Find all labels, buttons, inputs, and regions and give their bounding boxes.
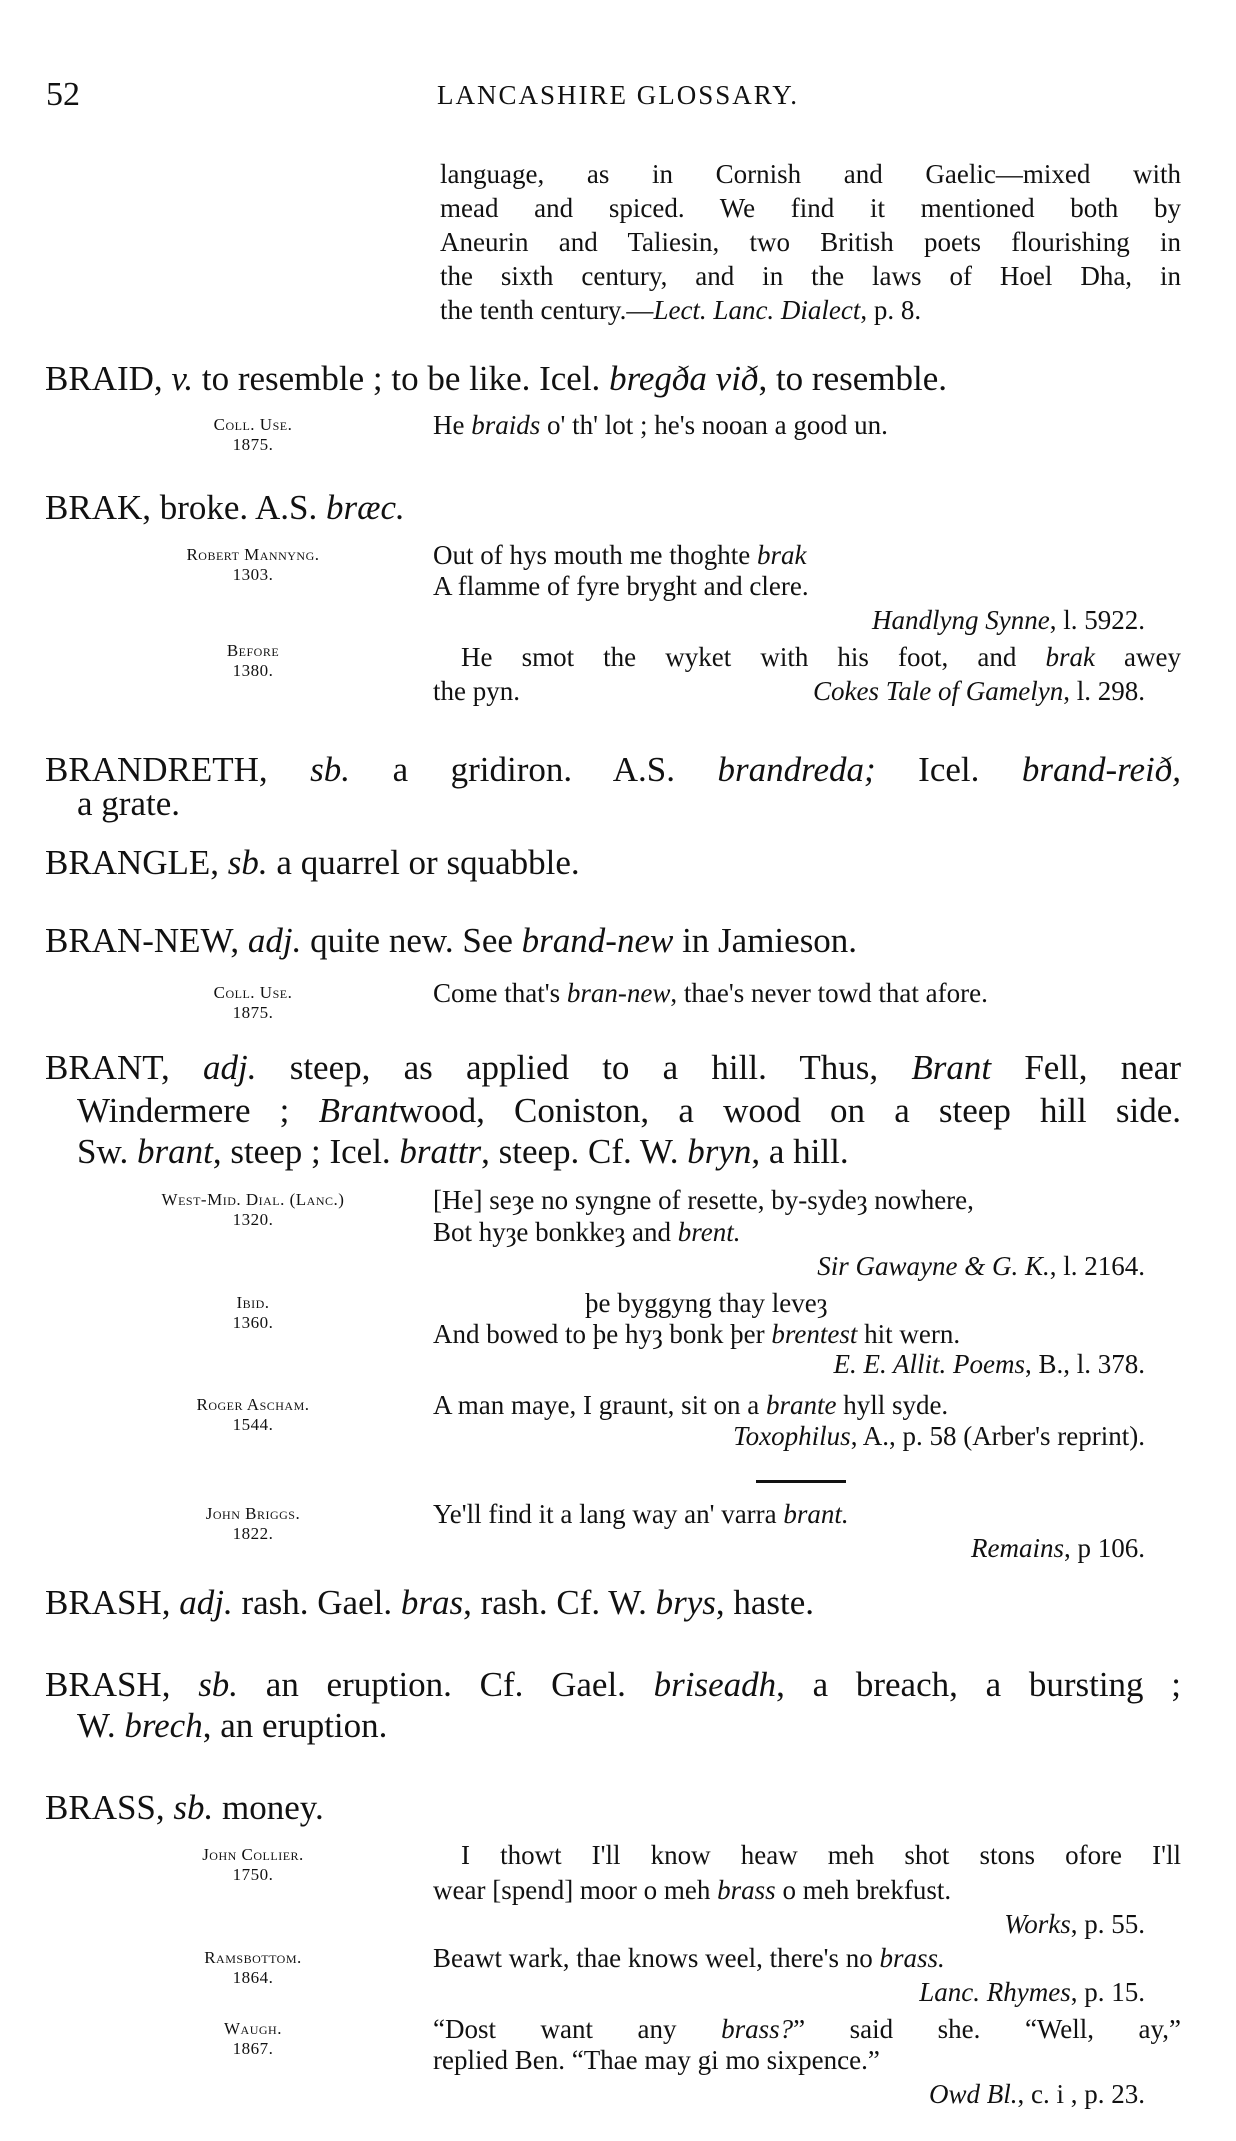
quotation-line	[433, 1184, 1181, 1216]
text-segment: rash. Gael.	[232, 1583, 401, 1623]
quotation-line	[433, 570, 1181, 602]
quotation-line	[440, 158, 1181, 190]
text-segment: And bowed to þe hyȝ bonk þer	[433, 1319, 772, 1350]
text-segment: BRAID,	[45, 359, 172, 399]
text-segment: Out of hys mouth me thoghte	[433, 540, 757, 571]
text-segment: , steep. Cf. W.	[481, 1132, 688, 1172]
text-segment: 1380.	[232, 661, 274, 681]
text-segment: , l. 2164.	[1049, 1251, 1145, 1282]
italic-segment: brak	[756, 540, 807, 571]
quotation-line	[433, 1839, 1181, 1871]
quotation-line	[433, 409, 1181, 441]
text-segment: Sw.	[77, 1132, 137, 1172]
text-segment: , l. 5922.	[1049, 605, 1145, 636]
italic-segment: brent.	[677, 1217, 741, 1248]
text-segment: , thae's never towd that afore.	[670, 978, 988, 1009]
citation-label	[103, 2039, 403, 2059]
quotation-line	[433, 539, 1181, 571]
text-segment: wear [spend] moor o meh	[433, 1875, 718, 1906]
quotation-line	[433, 1348, 1145, 1380]
citation-label	[103, 1524, 403, 1544]
text-segment: [He] seȝe no syngne of resette, by-sydeȝ nowhere,	[433, 1185, 974, 1216]
citation-label	[103, 1845, 403, 1865]
italic-segment: v.	[171, 359, 194, 399]
citation-label	[103, 1968, 403, 1988]
italic-segment: brentest	[771, 1319, 858, 1350]
italic-segment: sb.	[198, 1665, 239, 1705]
text-segment: BRANGLE,	[45, 843, 228, 883]
quotation-line	[585, 1287, 827, 1319]
entry-line	[45, 920, 1181, 962]
italic-segment: brass?	[721, 2014, 794, 2045]
italic-segment: Handlyng Synne	[872, 605, 1050, 636]
text-segment: West-Mid. Dial. (Lanc.)	[161, 1190, 345, 1210]
quotation-line	[433, 1389, 1181, 1421]
text-segment: the tenth century.—	[440, 295, 654, 326]
text-segment: , l. 298.	[1063, 676, 1145, 707]
italic-segment: Lect. Lanc. Dialect	[653, 295, 861, 326]
text-segment: an eruption. Cf. Gael.	[238, 1665, 654, 1705]
text-segment: A flamme of fyre bryght and clere.	[433, 571, 809, 602]
citation-label	[103, 1003, 403, 1023]
text-segment: , haste.	[715, 1583, 815, 1623]
italic-segment: brand-reið,	[1021, 750, 1181, 790]
entry-line	[77, 1090, 1181, 1132]
citation-label	[103, 1190, 403, 1210]
text-segment: , rash. Cf. W.	[463, 1583, 656, 1623]
text-segment: a grate.	[77, 784, 180, 824]
text-segment: Coll. Use.	[213, 983, 293, 1003]
text-segment: BRASS,	[45, 1788, 174, 1828]
italic-segment: brak	[1045, 642, 1095, 673]
text-segment: , B., l. 378.	[1024, 1349, 1145, 1380]
italic-segment: brys	[655, 1583, 716, 1623]
italic-segment: Owd Bl.	[928, 2079, 1018, 2110]
text-segment: 1864.	[232, 1968, 274, 1988]
text-segment: a gridiron. A.S.	[350, 750, 718, 790]
italic-segment: adj.	[179, 1583, 233, 1623]
italic-segment: brante	[765, 1390, 837, 1421]
text-segment: a quarrel or squabble.	[267, 843, 580, 883]
citation-label	[103, 1210, 403, 1230]
citation-label	[103, 2019, 403, 2039]
text-segment: Coll. Use.	[213, 415, 293, 435]
text-segment: awey	[1094, 642, 1181, 673]
text-segment: , to resemble.	[758, 359, 947, 399]
quotation-line	[433, 1498, 1181, 1530]
text-segment: hyll syde.	[836, 1390, 949, 1421]
text-segment: steep, as applied to a hill. Thus,	[256, 1048, 912, 1088]
quotation-line	[440, 226, 1181, 258]
quotation-line	[433, 1942, 1181, 1974]
italic-segment: Remains	[971, 1533, 1064, 1564]
italic-segment: brech	[124, 1706, 203, 1746]
text-segment: to resemble ; to be like. Icel.	[193, 359, 610, 399]
quotation-line	[433, 675, 1145, 707]
text-segment: , A., p. 58 (Arber's reprint).	[850, 1421, 1145, 1452]
running-title: LANCASHIRE GLOSSARY.	[436, 80, 800, 110]
text-segment: BRAN-NEW,	[45, 921, 248, 961]
text-segment: , p. 15.	[1070, 1977, 1145, 2008]
text-segment: money.	[213, 1788, 324, 1828]
italic-segment: bras	[400, 1583, 464, 1623]
italic-segment: bryn	[687, 1132, 752, 1172]
text-segment: Bot hyȝe bonkkeȝ and	[433, 1217, 678, 1248]
citation-label	[103, 1504, 403, 1524]
citation-label	[103, 1948, 403, 1968]
quotation-line	[440, 192, 1181, 224]
citation-label	[103, 661, 403, 681]
quotation-line	[440, 260, 1181, 292]
citation-label	[103, 1395, 403, 1415]
text-segment: A man maye, I graunt, sit on a	[433, 1390, 766, 1421]
text-segment: Fell, near	[991, 1048, 1181, 1088]
entry-line	[77, 783, 1181, 825]
quotation-line	[433, 641, 1181, 673]
entry-line	[45, 842, 1181, 884]
citation-label	[103, 565, 403, 585]
citation-label	[103, 1313, 403, 1333]
text-segment: Before	[226, 641, 280, 661]
quotation-line	[433, 1908, 1145, 1940]
text-segment: language, as in Cornish and Gaelic—mixed with	[440, 159, 1181, 190]
text-segment: , steep ; Icel.	[212, 1132, 400, 1172]
text-segment: Ramsbottom.	[204, 1948, 302, 1968]
italic-segment: Sir Gawayne & G. K.	[817, 1251, 1050, 1282]
text-segment: in Jamieson.	[673, 921, 858, 961]
italic-segment: briseadh	[653, 1665, 777, 1705]
entry-line	[77, 1705, 1181, 1747]
quotation-line	[433, 1420, 1145, 1452]
text-segment: ” said she. “Well, ay,”	[793, 2014, 1181, 2045]
quotation-line	[433, 1318, 1181, 1350]
italic-segment: brattr	[399, 1132, 482, 1172]
quotation-line	[433, 604, 1145, 636]
quotation-line	[433, 1874, 1181, 1906]
text-segment: the sixth century, and in the laws of Hoel Dha, in	[440, 261, 1181, 292]
entry-line	[77, 1131, 1181, 1173]
text-segment: 1875.	[232, 1003, 274, 1023]
entry-line	[45, 1047, 1181, 1089]
text-segment: 1867.	[232, 2039, 274, 2059]
text-segment: Robert Mannyng.	[186, 545, 320, 565]
italic-segment: brandreda;	[717, 750, 876, 790]
text-segment: He	[433, 410, 472, 441]
text-segment: 1750.	[232, 1865, 274, 1885]
text-segment: , p. 8.	[860, 295, 922, 326]
text-segment: BRASH,	[45, 1583, 180, 1623]
text-segment: 1822.	[232, 1524, 274, 1544]
text-segment: Icel.	[875, 750, 1022, 790]
italic-segment: sb.	[310, 750, 351, 790]
italic-segment: E. E. Allit. Poems	[833, 1349, 1025, 1380]
text-segment: wood, Coniston, a wood on a steep hill side.	[398, 1091, 1181, 1131]
italic-segment: Works	[1004, 1909, 1071, 1940]
text-segment: the pyn.	[433, 676, 520, 707]
quotation-line	[433, 2078, 1145, 2110]
italic-segment: bran-new	[566, 978, 671, 1009]
entry-line	[45, 1582, 1181, 1624]
italic-segment: bræc.	[326, 488, 405, 528]
quotation-line	[433, 1216, 1181, 1248]
italic-segment: Lanc. Rhymes	[919, 1977, 1071, 2008]
text-segment: hit wern.	[857, 1319, 961, 1350]
text-segment: BRAK, broke. A.S.	[45, 488, 326, 528]
text-segment: 1875.	[232, 435, 274, 455]
text-segment: o meh brekfust.	[775, 1875, 952, 1906]
citation-label	[103, 415, 403, 435]
italic-segment: Brant	[318, 1091, 399, 1131]
citation-label	[103, 1293, 403, 1313]
citation-label	[103, 1865, 403, 1885]
text-segment: þe byggyng thay leveȝ	[585, 1288, 828, 1319]
citation-label	[103, 435, 403, 455]
text-segment: Come that's	[433, 978, 567, 1009]
text-segment: o' th' lot ; he's nooan a good un.	[540, 410, 888, 441]
italic-segment: Toxophilus	[733, 1421, 851, 1452]
section-divider	[756, 1480, 846, 1483]
italic-segment: Cokes Tale of Gamelyn	[813, 676, 1064, 707]
citation-label	[103, 545, 403, 565]
italic-segment: adj.	[203, 1048, 257, 1088]
italic-segment: sb.	[227, 843, 268, 883]
italic-segment: brand-new	[521, 921, 674, 961]
quotation-line	[433, 977, 1181, 1009]
text-segment: “Dost want any	[433, 2014, 722, 2045]
italic-segment: brass	[717, 1875, 776, 1906]
quotation-line	[433, 2013, 1181, 2045]
text-segment: Roger Ascham.	[196, 1395, 310, 1415]
italic-segment: brass.	[879, 1943, 945, 1974]
italic-segment: bregða við	[609, 359, 759, 399]
entry-line	[45, 358, 1181, 400]
text-segment: BRASH,	[45, 1665, 199, 1705]
text-segment: John Collier.	[202, 1845, 304, 1865]
text-segment: , c. i , p. 23.	[1017, 2079, 1145, 2110]
quotation-line	[440, 294, 1188, 326]
text-segment: BRANDRETH,	[45, 750, 311, 790]
text-segment: mead and spiced. We find it mentioned both by	[440, 193, 1181, 224]
entry-line	[45, 1787, 1181, 1829]
text-segment: 1544.	[232, 1415, 274, 1435]
text-segment: 1360.	[232, 1313, 274, 1333]
text-segment: , a hill.	[751, 1132, 849, 1172]
text-segment: 1303.	[232, 565, 274, 585]
citation-label	[103, 1415, 403, 1435]
citation-label	[103, 983, 403, 1003]
entry-line	[45, 1664, 1181, 1706]
quotation-line	[433, 2044, 1181, 2076]
text-segment: , a breach, a bursting ;	[776, 1665, 1181, 1705]
page-number: 52	[46, 76, 80, 113]
italic-segment: brant.	[783, 1499, 849, 1530]
text-segment: , p 106.	[1064, 1533, 1145, 1564]
text-segment: Ye'll find it a lang way an' varra	[433, 1499, 784, 1530]
text-segment: He smot the wyket with his foot, and	[461, 642, 1046, 673]
text-segment: Beawt wark, thae knows weel, there's no	[433, 1943, 880, 1974]
text-segment: Aneurin and Taliesin, two British poets flourishing in	[440, 227, 1181, 258]
text-segment: replied Ben. “Thae may gi mo sixpence.”	[433, 2045, 880, 2076]
quotation-line	[433, 1532, 1145, 1564]
text-segment: John Briggs.	[205, 1504, 301, 1524]
italic-segment: braids	[471, 410, 541, 441]
text-segment: I thowt I'll know heaw meh shot stons ofore I'll	[461, 1840, 1181, 1871]
text-segment: 1320.	[232, 1210, 274, 1230]
italic-segment: Brant	[911, 1048, 992, 1088]
text-segment: , p. 55.	[1070, 1909, 1145, 1940]
text-segment: BRANT,	[45, 1048, 203, 1088]
entry-line	[45, 487, 1181, 529]
quotation-line	[433, 1976, 1145, 2008]
italic-segment: brant	[136, 1132, 213, 1172]
text-segment: Windermere ;	[77, 1091, 319, 1131]
quotation-line	[433, 1250, 1145, 1282]
citation-label	[103, 641, 403, 661]
text-segment: Ibid.	[236, 1293, 270, 1313]
text-segment: , an eruption.	[202, 1706, 388, 1746]
italic-segment: adj.	[247, 921, 302, 961]
italic-segment: sb.	[173, 1788, 214, 1828]
text-segment: quite new. See	[301, 921, 522, 961]
text-segment: W.	[77, 1706, 125, 1746]
text-segment: Waugh.	[224, 2019, 282, 2039]
